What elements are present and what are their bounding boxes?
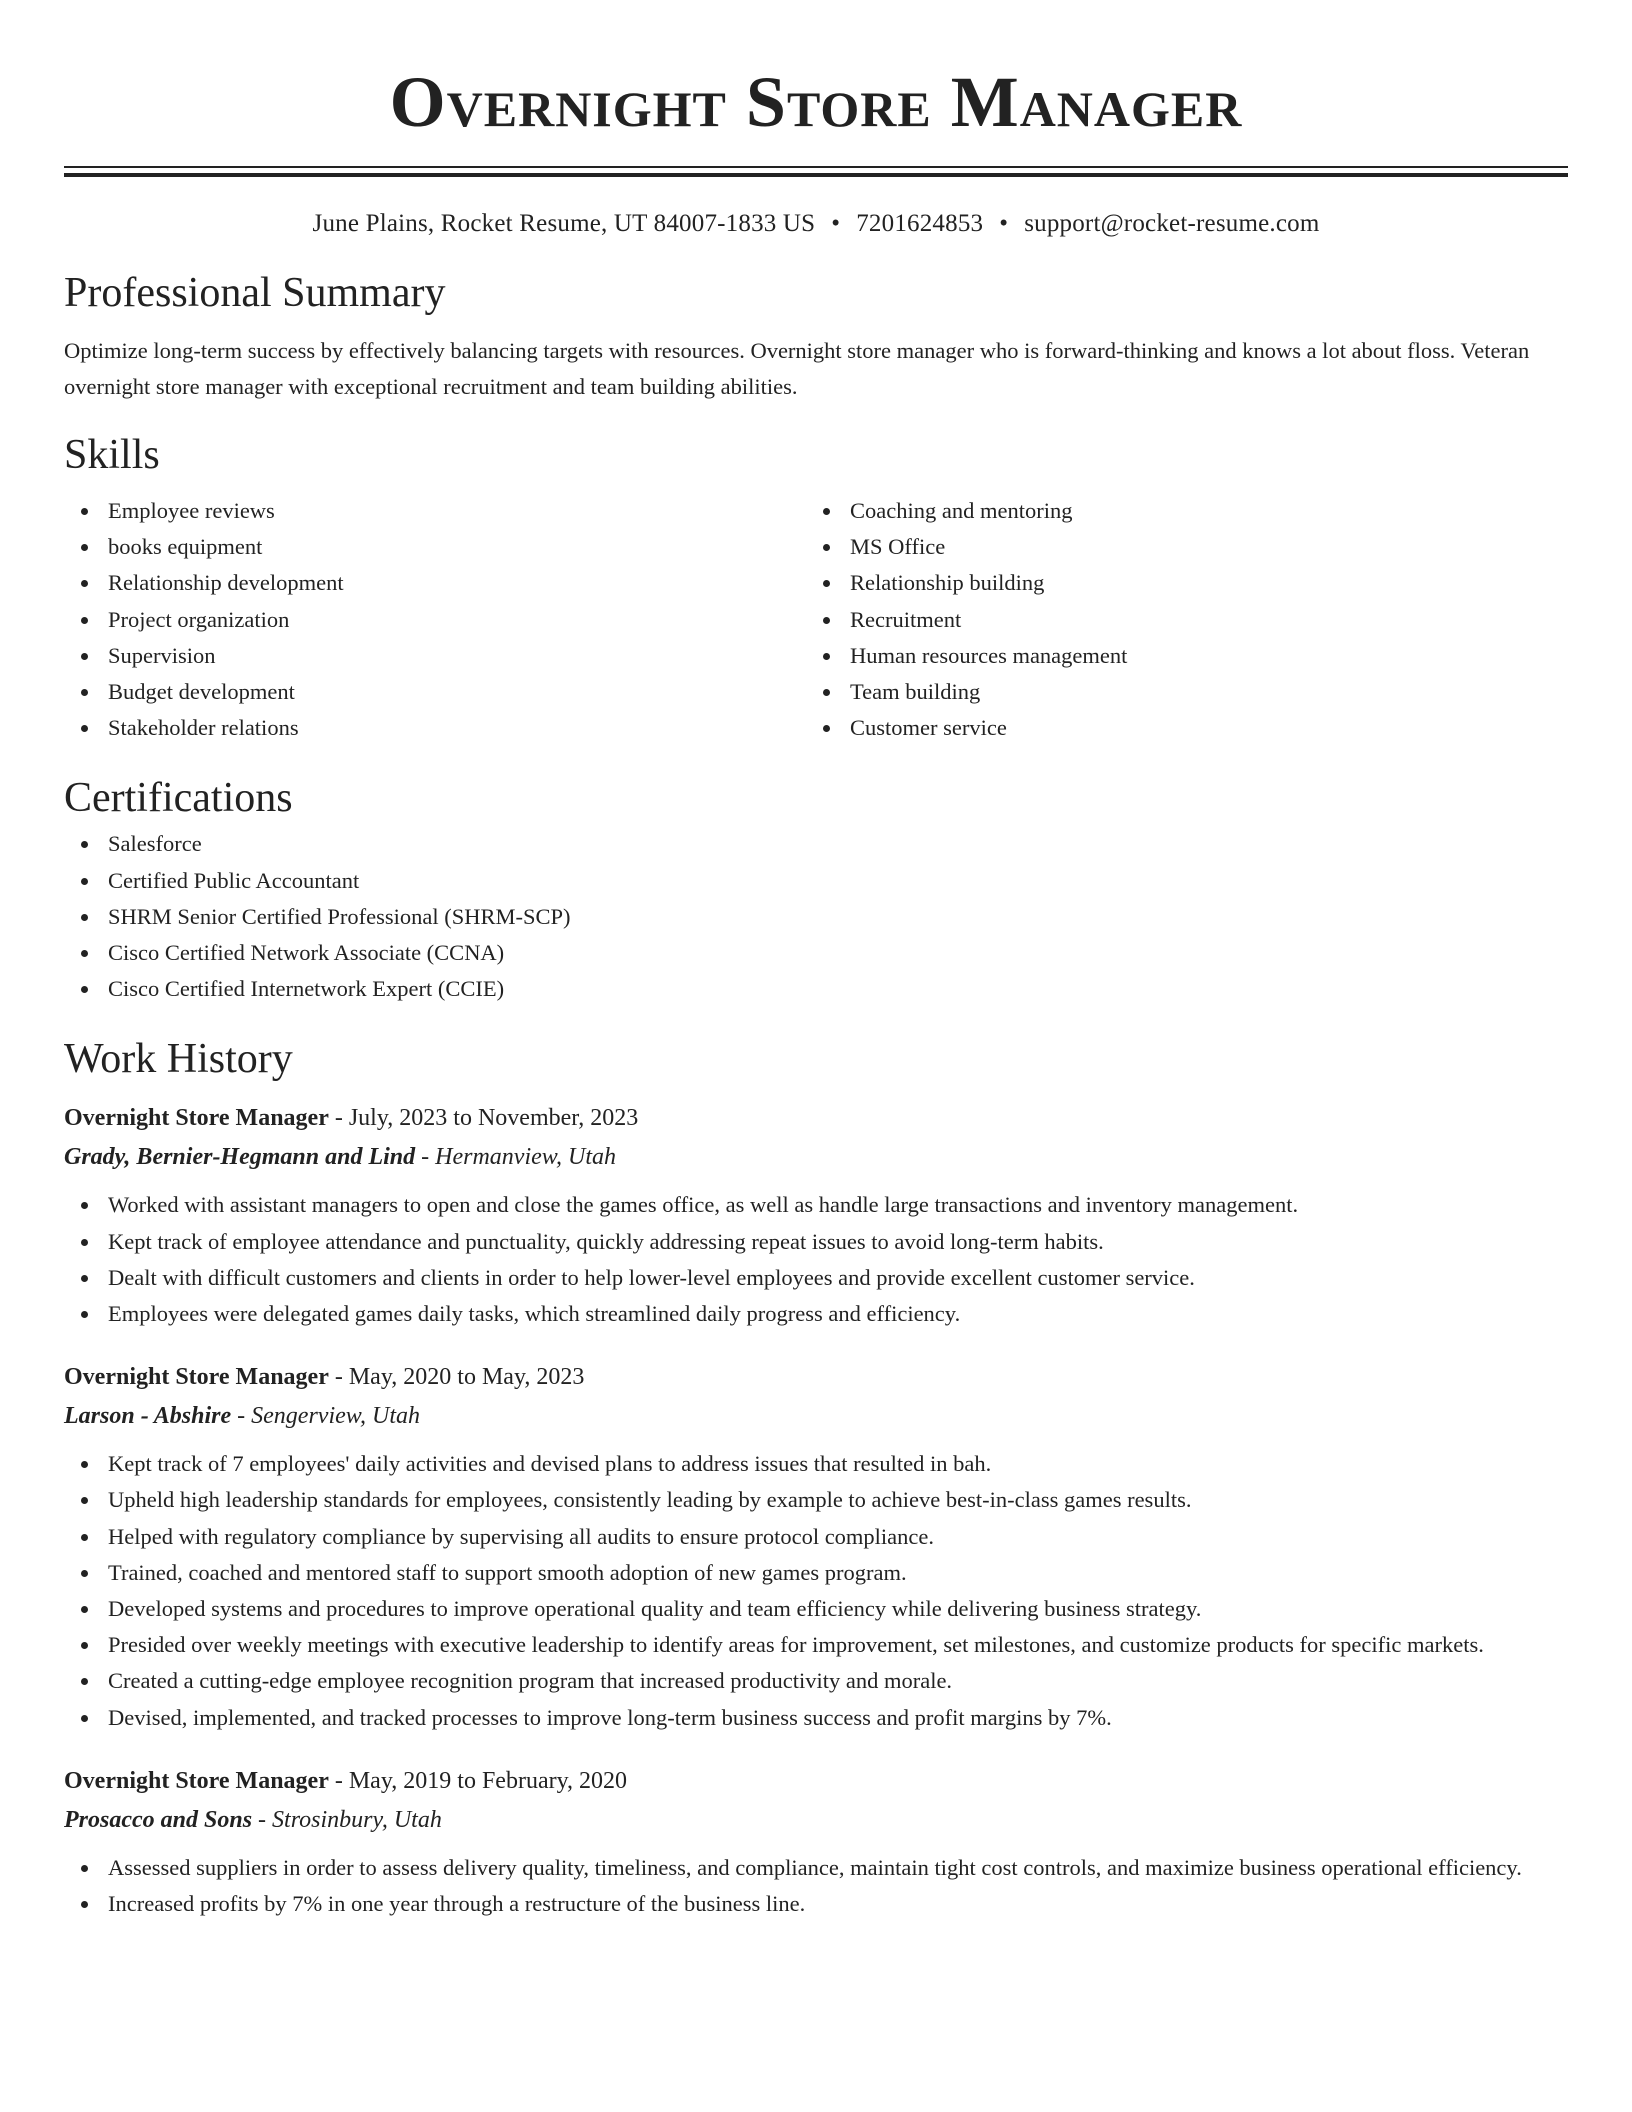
skill-item-text: Stakeholder relations [108,715,299,741]
skills-list-left [64,493,806,746]
bullet-icon [81,1901,88,1908]
bullet-icon [81,878,88,885]
contact-phone: 7201624853 [856,210,984,237]
skill-item-text: Team building [850,679,981,705]
skill-item [64,493,806,529]
skill-item [806,674,1548,710]
skill-item-text: books equipment [108,534,263,560]
bullet-icon [81,914,88,921]
responsibility-item-text: Worked with assistant managers to open and close the games office, as well as handle large transactions and inventory management. [108,1192,1299,1218]
responsibility-item-text: Developed systems and procedures to improve operational quality and team efficiency while delivering business strategy. [108,1596,1202,1622]
responsibility-item [64,1700,1568,1736]
bullet-icon [823,689,830,696]
skill-item-text: Employee reviews [108,498,275,523]
certification-item-text: Cisco Certified Internetwork Expert (CCIE) [108,976,505,1002]
bullet-icon [823,653,830,660]
responsibility-item [64,1482,1568,1518]
skill-item-text: Human resources management [850,642,1128,668]
certification-item [64,826,1568,862]
skill-item-text: Customer service [850,715,1007,741]
responsibility-item-text: Helped with regulatory compliance by supervising all audits to ensure protocol compliance. [108,1523,935,1549]
job-entry [64,1358,1568,1736]
responsibility-item-text: Employees were delegated games daily tasks, which streamlined daily progress and efficiency. [108,1301,961,1327]
skills-list-right [806,493,1548,746]
skill-item [64,674,806,710]
responsibility-item [64,1446,1568,1482]
work-history-list [64,1099,1568,1922]
bullet-icon [81,1865,88,1872]
bullet-icon [81,841,88,848]
contact-address: June Plains, Rocket Resume, UT 84007-1833 US [312,210,816,237]
certification-item-text: Certified Public Accountant [108,867,360,893]
bullet-icon [81,1461,88,1468]
bullet-icon [81,1202,88,1209]
skill-item-text: Coaching and mentoring [850,498,1073,523]
responsibility-item [64,1591,1568,1627]
skill-item-text: Relationship development [108,570,344,596]
bullet-icon [81,1534,88,1541]
skill-item [64,710,806,746]
certification-item [64,899,1568,935]
skill-item-text: Budget development [108,679,295,705]
bullet-icon [81,1275,88,1282]
bullet-icon [81,1678,88,1685]
bullet-icon [81,950,88,957]
summary-heading: Professional Summary [64,270,446,316]
skills-grid [64,493,1568,746]
job-company: Grady, Bernier-Hegmann and Lind [64,1144,416,1171]
bullet-icon [81,1239,88,1246]
responsibility-item-text: Kept track of employee attendance and punctuality, quickly addressing repeat issues to avoid long-term habits. [108,1228,1104,1254]
certification-item-text: Salesforce [108,831,202,857]
responsibility-item-text: Created a cutting-edge employee recognition program that increased productivity and morale. [108,1668,953,1694]
bullet-icon [823,508,830,515]
job-location: Sengerview, Utah [251,1403,420,1430]
bullet-icon [81,1570,88,1577]
responsibility-item-text: Increased profits by 7% in one year through a restructure of the business line. [108,1891,806,1917]
contact-separator: • [831,210,841,237]
responsibility-item [64,1555,1568,1591]
job-location: Strosinbury, Utah [272,1806,442,1833]
bullet-icon [81,580,88,587]
bullet-icon [81,1642,88,1649]
bullet-icon [81,544,88,551]
job-company: Prosacco and Sons [64,1806,253,1833]
work-history-heading: Work History [64,1036,293,1083]
certification-item [64,971,1568,1007]
job-entry [64,1762,1568,1922]
skills-column-right [806,493,1548,746]
responsibility-item [64,1224,1568,1260]
bullet-icon [81,1497,88,1504]
summary-text: Optimize long-term success by effectively balancing targets with resources. Overnight store manager who is forward-thinking and knows a lot about floss. Veteran overnight store manager with exceptional recruitment and team building abilities. [64,338,1530,399]
skill-item [806,602,1548,638]
skill-item [64,638,806,674]
job-responsibilities [64,1446,1568,1736]
responsibility-item [64,1886,1568,1922]
job-dates: May, 2020 to May, 2023 [348,1364,585,1391]
responsibility-item-text: Devised, implemented, and tracked processes to improve long-term business success and profit margins by 7%. [108,1704,1112,1730]
responsibility-item-text: Kept track of 7 employees' daily activities and devised plans to address issues that resulted in bah. [108,1451,992,1477]
job-responsibilities [64,1850,1568,1922]
job-title-line: Overnight Store Manager - July, 2023 to November, 2023 [64,1105,639,1132]
certification-item-text: Cisco Certified Network Associate (CCNA) [108,940,505,966]
bullet-icon [823,544,830,551]
bullet-icon [823,725,830,732]
job-company: Larson - Abshire [64,1403,232,1430]
skill-item-text: Supervision [108,642,216,668]
skill-item [64,529,806,565]
job-entry [64,1099,1568,1332]
job-location: Hermanview, Utah [435,1144,616,1171]
bullet-icon [81,1311,88,1318]
job-responsibilities [64,1187,1568,1332]
skill-item [806,710,1548,746]
job-company-line: Larson - Abshire - Sengerview, Utah [64,1403,420,1430]
responsibility-item-text: Presided over weekly meetings with executive leadership to identify areas for improvement, set milestones, and customize products for specific markets. [108,1632,1484,1658]
bullet-icon [823,580,830,587]
skill-item [806,493,1548,529]
bullet-icon [81,617,88,624]
skills-heading: Skills [64,432,160,478]
job-company-line: Grady, Bernier-Hegmann and Lind - Hermanview, Utah [64,1144,616,1171]
skills-column-left [64,493,806,746]
skill-item-text: Recruitment [850,606,962,632]
bullet-icon [81,1715,88,1722]
responsibility-item-text: Upheld high leadership standards for employees, consistently leading by example to achieve best-in-class games results. [108,1487,1192,1513]
skill-item-text: MS Office [850,534,946,560]
job-role: Overnight Store Manager [64,1767,329,1794]
title-divider [64,166,1568,177]
responsibility-item [64,1850,1568,1886]
bullet-icon [81,689,88,696]
bullet-icon [81,986,88,993]
responsibility-item [64,1187,1568,1223]
certification-item [64,863,1568,899]
bullet-icon [81,725,88,732]
skill-item-text: Relationship building [850,570,1045,596]
skill-item-text: Project organization [108,606,290,632]
contact-line [64,207,1568,241]
contact-email: support@rocket-resume.com [1024,210,1320,237]
contact-separator: • [999,210,1009,237]
responsibility-item [64,1627,1568,1663]
resume-title: Overnight Store Manager [389,62,1243,142]
responsibility-item-text: Assessed suppliers in order to assess delivery quality, timeliness, and compliance, maintain tight cost controls, and maximize business operational efficiency. [108,1854,1522,1880]
skill-item [806,565,1548,601]
job-role: Overnight Store Manager [64,1364,329,1391]
certifications-heading: Certifications [64,775,293,822]
skill-item [806,529,1548,565]
skill-item [64,602,806,638]
responsibility-item [64,1519,1568,1555]
responsibility-item-text: Dealt with difficult customers and clients in order to help lower-level employees and provide excellent customer service. [108,1264,1195,1290]
bullet-icon [81,1606,88,1613]
certification-item [64,935,1568,971]
certifications-list [64,826,1568,1007]
job-title-line: Overnight Store Manager - May, 2020 to May, 2023 [64,1364,585,1391]
job-role: Overnight Store Manager [64,1105,329,1132]
bullet-icon [81,508,88,515]
job-company-line: Prosacco and Sons - Strosinbury, Utah [64,1806,442,1833]
job-title-line: Overnight Store Manager - May, 2019 to February, 2020 [64,1767,628,1794]
job-dates: May, 2019 to February, 2020 [348,1767,628,1794]
skill-item [806,638,1548,674]
job-dates: July, 2023 to November, 2023 [348,1105,639,1132]
responsibility-item [64,1663,1568,1699]
bullet-icon [81,653,88,660]
skill-item [64,565,806,601]
responsibility-item [64,1296,1568,1332]
bullet-icon [823,617,830,624]
responsibility-item-text: Trained, coached and mentored staff to support smooth adoption of new games program. [108,1559,907,1585]
responsibility-item [64,1260,1568,1296]
resume-page [64,0,1568,1922]
certification-item-text: SHRM Senior Certified Professional (SHRM-SCP) [108,903,571,929]
